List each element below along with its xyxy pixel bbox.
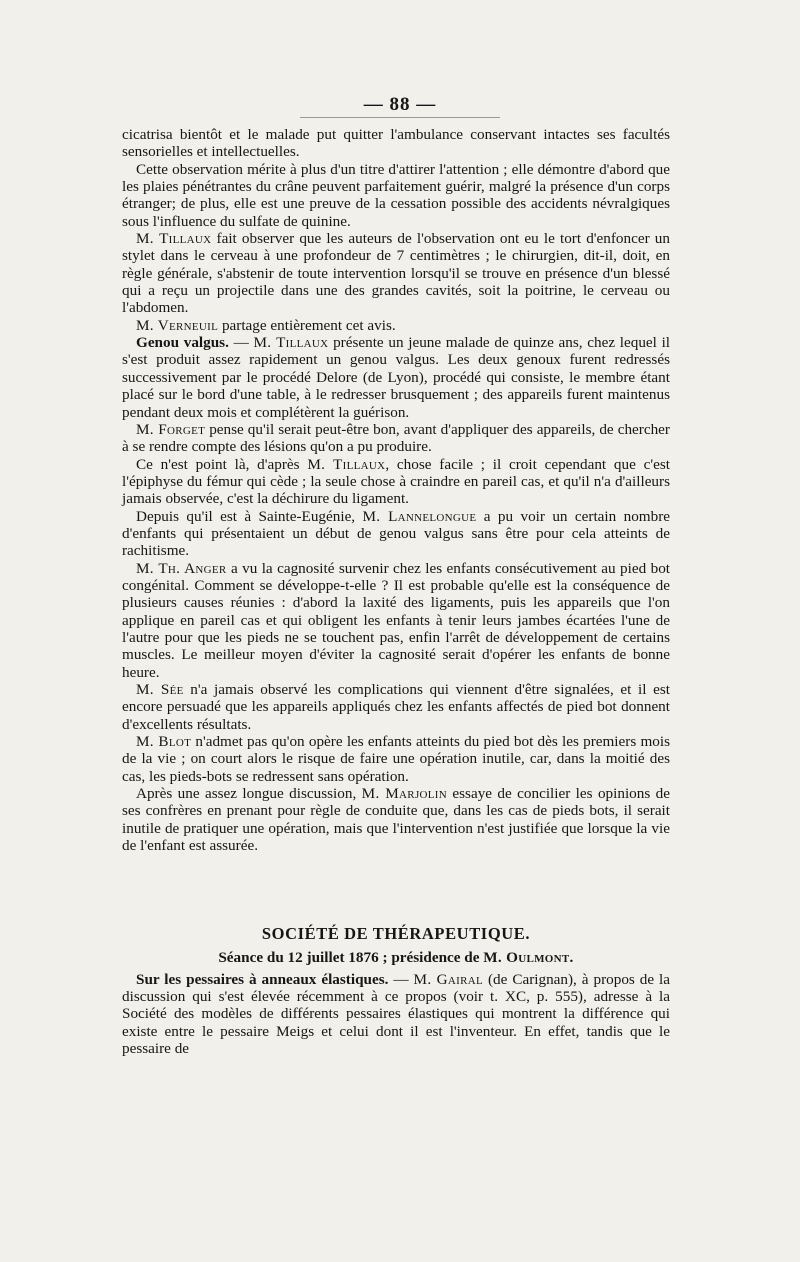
- paragraph: Sur les pessaires à anneaux élastiques. — M. Gairal (de Carignan), à propos de la discussion qui s'est élevée récemment à ce propos (voir t. XC, p. 555), adresse à la Société des modèles de différents pessaires élastiques qui montrent la différence qui existe entre le pessaire Meigs et celui dont il est l'inventeur. En effet, tandis que le pessaire de: [122, 970, 671, 1058]
- paragraph: [122, 421, 670, 456]
- paragraph-text: partage entièrement cet avis.: [218, 316, 396, 334]
- page-number: — 88 —: [363, 94, 437, 115]
- paragraph: [122, 456, 670, 508]
- paragraph-text: (de Carignan), à propos de la discussion qui s'est élevée récemment à ce propos (voir t. XC, p. 555), adresse à la Société des modèles de différents pessaires élastiques qui montrent la différence qui existe entre le pessaire Meigs et celui dont il est l'inventeur. En effet, tandis que le pessaire de: [122, 970, 671, 1058]
- paragraph: [122, 785, 670, 854]
- page-number-rule: [300, 117, 500, 118]
- session-line: [122, 949, 670, 966]
- speaker-name: M. Gairal: [413, 970, 484, 988]
- president-name: M. Oulmont.: [483, 949, 574, 967]
- speaker-name: M. Tillaux: [307, 455, 386, 473]
- speaker-name: M. Verneuil: [136, 316, 219, 334]
- paragraph: Genou valgus. — M. Tillaux présente un jeune malade de quinze ans, chez lequel il s'est produit assez rapidement un genou valgus. Les deux genoux furent redressés successivement par le procédé Delore (de Lyon), procédé qui consiste, le membre étant placé sur le bord d'une table, à le redresser brusquement ; des appareils furent maintenus pendant deux mois et complétèrent la guérison.: [122, 334, 671, 421]
- paragraph: [122, 508, 670, 560]
- speaker-name: M. Th. Anger: [136, 559, 227, 577]
- paragraph-text: présente un jeune malade de quinze ans, chez lequel il s'est produit assez rapidement un genou valgus. Les deux genoux furent redressés successivement par le procédé Delore (de Lyon), procédé qui consiste, le membre étant placé sur le bord d'une table, à le redresser brusquement ; des appareils furent maintenus pendant deux mois et complétèrent la guérison.: [122, 334, 671, 421]
- paragraph: [122, 733, 670, 785]
- paragraph: [122, 681, 670, 733]
- speaker-name: M. Tillaux: [253, 334, 329, 352]
- main-text: [122, 126, 670, 854]
- speaker-name: M. Tillaux: [136, 230, 212, 248]
- paragraph-text: a pu voir un certain nombre d'enfants qui présentaient un début de genou valgus sans être pour cela atteints de rachitisme.: [122, 507, 670, 560]
- paragraph-text: fait observer que les auteurs de l'observation ont eu le tort d'enfoncer un stylet dans le cerveau à une profondeur de 7 centimètres ; le chirurgien, dit-il, doit, en règle générale, s'abstenir de toute intervention lorsqu'il se trouve en présence d'un blessé qui a reçu un projectile dans une des grandes cavités, soit la poitrine, le cerveau ou l'abdomen.: [122, 230, 670, 317]
- section-title: SOCIÉTÉ DE THÉRAPEUTIQUE.: [261, 924, 531, 943]
- paragraph-text: essaye de concilier les opinions de ses confrères en prenant pour règle de conduite que, dans les cas de pieds bots, il serait inutile de pratiquer une opération, mais que l'intervention n'est justifiée que lorsque la vie de l'enfant est assurée.: [122, 785, 671, 855]
- speaker-name: M. Blot: [136, 733, 192, 751]
- society-section: [122, 925, 670, 1057]
- paragraph-text: n'a jamais observé les complications qui viennent d'être signalées, et il est encore persuadé que les appareils appliqués chez les enfants affectés de pied bot donnent d'excellents résultats.: [122, 681, 670, 733]
- paragraph-text: a vu la cagnosité survenir chez les enfants consécutivement au pied bot congénital. Comment se développe-t-elle ? Il est probable qu'elle est la conséquence de plusieurs causes réunies : d'abord la laxité des ligaments, puis les appareils que l'on applique en pareil cas et qui obligent les enfants à tenir leurs jambes écartées l'une de l'autre pour que les pieds ne se touchent pas, enfin l'arrêt de développement de certains muscles. Le meilleur moyen d'éviter la cagnosité serait d'opérer les enfants de bonne heure.: [122, 559, 671, 681]
- section-heading: Genou valgus.: [136, 334, 229, 352]
- section-heading: Sur les pessaires à anneaux élastiques.: [136, 970, 389, 988]
- paragraph-text: Après une assez longue discussion,: [136, 785, 362, 803]
- speaker-name: M. Marjolin: [361, 785, 447, 803]
- paragraph-text: Ce n'est point là, d'après: [136, 455, 308, 473]
- paragraph-text: n'admet pas qu'on opère les enfants atteints du pied bot dès les premiers mois de la vie ; on court alors le risque de faire une opération inutile, car, dans la moitié des cas, les pieds-bots se redressent sans opération.: [122, 733, 670, 785]
- paragraph-text: Depuis qu'il est à Sainte-Eugénie,: [136, 507, 363, 525]
- speaker-name: M. Forget: [136, 420, 206, 438]
- paragraph: cicatrisa bientôt et le malade put quitter l'ambulance conservant intactes ses facultés sensorielles et intellectuelles.: [122, 126, 670, 161]
- paragraph: [122, 317, 670, 334]
- session-date: Séance du 12 juillet 1876 ; présidence de: [218, 949, 484, 967]
- paragraph-text: , chose facile ; il croit cependant que c'est l'épiphyse du fémur qui cède ; la seule chose à craindre en pareil cas, et qu'il n'a d'ailleurs jamais observée, c'est la déchirure du ligament.: [122, 455, 670, 508]
- paragraph: Cette observation mérite à plus d'un titre d'attirer l'attention ; elle démontre d'abord que les plaies pénétrantes du crâne peuvent parfaitement guérir, malgré la présence d'un corps étranger; de plus, elle est une preuve de la cessation possible des accidents névralgiques sous l'influence du sulfate de quinine.: [122, 160, 670, 230]
- paragraph: [122, 560, 670, 681]
- speaker-name: M. Lannelongue: [362, 507, 477, 525]
- paragraph-text: pense qu'il serait peut-être bon, avant d'appliquer des appareils, de chercher à se rendre compte des lésions qu'on a pu produire.: [122, 420, 670, 456]
- paragraph: [122, 230, 670, 317]
- speaker-name: M. Sée: [136, 681, 184, 698]
